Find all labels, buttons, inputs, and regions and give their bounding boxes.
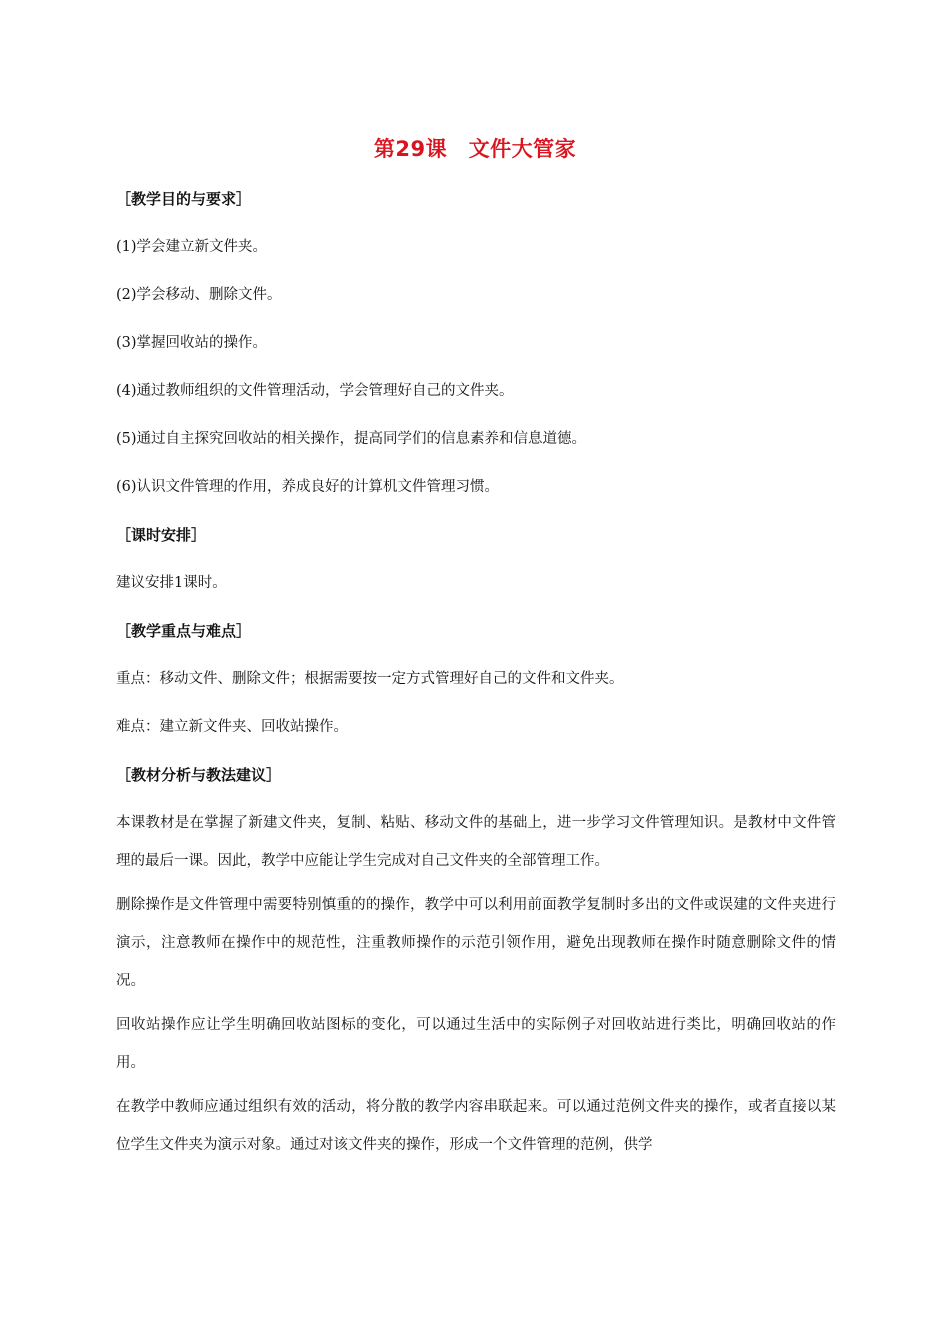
section-objectives bbox=[116, 184, 836, 502]
difficulty-text: 难点：建立新文件夹、回收站操作。 bbox=[116, 719, 348, 735]
document-body bbox=[116, 184, 836, 1164]
section-heading: ［教学目的与要求］ bbox=[116, 190, 252, 208]
objective-item: (1)学会建立新文件夹。 bbox=[116, 239, 268, 255]
section-analysis bbox=[116, 760, 836, 1164]
section-heading: ［教学重点与难点］ bbox=[116, 622, 252, 640]
analysis-paragraph: 删除操作是文件管理中需要特别慎重的的操作，教学中可以利用前面教学复制时多出的文件或误建的文件夹进行演示，注意教师在操作中的规范性，注重教师操作的示范引领作用，避免出现教师在操作时随意删除文件的情况。 bbox=[116, 897, 836, 989]
section-schedule bbox=[116, 520, 836, 598]
analysis-paragraph: 在教学中教师应通过组织有效的活动，将分散的教学内容串联起来。可以通过范例文件夹的操作，或者直接以某位学生文件夹为演示对象。通过对该文件夹的操作，形成一个文件管理的范例，供学 bbox=[116, 1099, 836, 1153]
objective-item: (2)学会移动、删除文件。 bbox=[116, 287, 282, 303]
objective-item: (6)认识文件管理的作用，养成良好的计算机文件管理习惯。 bbox=[116, 479, 500, 495]
lesson-title: 第29课 文件大管家 bbox=[373, 137, 577, 161]
objective-item: (4)通过教师组织的文件管理活动，学会管理好自己的文件夹。 bbox=[116, 383, 514, 399]
objective-item: (5)通过自主探究回收站的相关操作，提高同学们的信息素养和信息道德。 bbox=[116, 431, 587, 447]
schedule-text: 建议安排1课时。 bbox=[116, 575, 227, 591]
analysis-paragraph: 本课教材是在掌握了新建文件夹，复制、粘贴、移动文件的基础上，进一步学习文件管理知识。是教材中文件管理的最后一课。因此，教学中应能让学生完成对自己文件夹的全部管理工作。 bbox=[116, 815, 836, 869]
section-key-points bbox=[116, 616, 836, 742]
key-point-text: 重点：移动文件、删除文件；根据需要按一定方式管理好自己的文件和文件夹。 bbox=[116, 671, 624, 687]
analysis-paragraph: 回收站操作应让学生明确回收站图标的变化，可以通过生活中的实际例子对回收站进行类比，明确回收站的作用。 bbox=[116, 1017, 836, 1071]
section-heading: ［课时安排］ bbox=[116, 526, 207, 544]
objective-item: (3)掌握回收站的操作。 bbox=[116, 335, 268, 351]
section-heading: ［教材分析与教法建议］ bbox=[116, 766, 282, 784]
